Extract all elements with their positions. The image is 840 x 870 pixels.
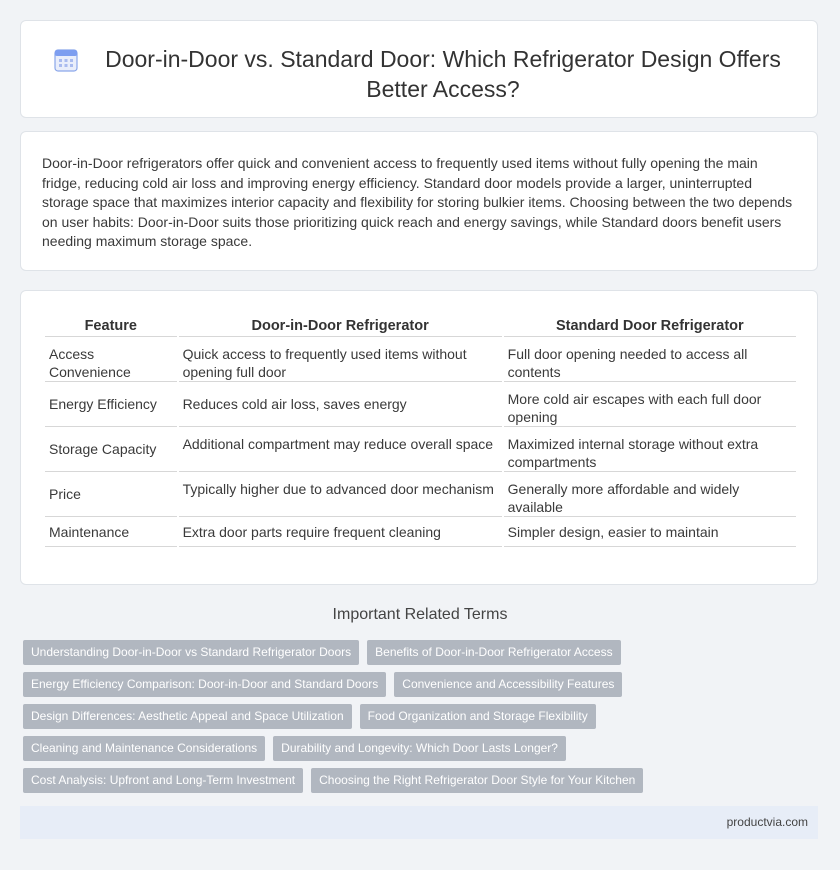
- tag-row: [23, 736, 823, 761]
- feature-cell: Maintenance: [45, 517, 177, 547]
- title-card: [20, 20, 818, 118]
- header-feature: Feature: [45, 315, 177, 337]
- related-term-tag[interactable]: Cleaning and Maintenance Considerations: [23, 736, 265, 761]
- summary-text: Door-in-Door refrigerators offer quick and convenient access to frequently used items without fully opening the main fridge, reducing cold air loss and improving energy efficiency. Standard door models provide a larger, uninterrupted storage space that maximizes interior capacity and flexibility for storing bulkier items. Choosing between the two depends on user habits: Door-in-Door suits those prioritizing quick reach and energy savings, while Standard doors benefit users needing maximum storage space.: [42, 155, 793, 249]
- tag-row: [23, 640, 823, 665]
- related-term-tag[interactable]: Durability and Longevity: Which Door Lasts Longer?: [273, 736, 566, 761]
- comparison-table: [43, 315, 798, 547]
- related-term-tag[interactable]: Energy Efficiency Comparison: Door-in-Door and Standard Doors: [23, 672, 386, 697]
- standard-door-cell: Maximized internal storage without extra compartments: [504, 427, 796, 472]
- header-standard-door: Standard Door Refrigerator: [504, 315, 796, 337]
- door-in-door-cell: Quick access to frequently used items without opening full door: [179, 337, 502, 382]
- door-in-door-cell: Extra door parts require frequent cleaning: [179, 517, 502, 547]
- tag-row: [23, 672, 823, 697]
- standard-door-cell: More cold air escapes with each full door opening: [504, 382, 796, 427]
- header-door-in-door: Door-in-Door Refrigerator: [179, 315, 502, 337]
- related-term-tag[interactable]: Food Organization and Storage Flexibility: [360, 704, 596, 729]
- tag-row: [23, 768, 823, 793]
- related-term-tag[interactable]: Understanding Door-in-Door vs Standard Refrigerator Doors: [23, 640, 359, 665]
- related-terms-tags: [23, 640, 823, 800]
- table-row: [45, 472, 796, 517]
- footer: [20, 806, 818, 839]
- table-row: [45, 382, 796, 427]
- page-title: Door-in-Door vs. Standard Door: Which Refrigerator Design Offers Better Access?: [105, 46, 781, 102]
- table-row: [45, 337, 796, 382]
- door-in-door-cell: Reduces cold air loss, saves energy: [179, 382, 502, 427]
- feature-cell: Energy Efficiency: [45, 382, 177, 427]
- related-term-tag[interactable]: Design Differences: Aesthetic Appeal and Space Utilization: [23, 704, 352, 729]
- related-term-tag[interactable]: Benefits of Door-in-Door Refrigerator Access: [367, 640, 620, 665]
- table-row: [45, 427, 796, 472]
- door-in-door-cell: Additional compartment may reduce overall space: [179, 427, 502, 472]
- summary-card: [20, 131, 818, 271]
- footer-site-link[interactable]: productvia.com: [726, 815, 808, 829]
- standard-door-cell: Simpler design, easier to maintain: [504, 517, 796, 547]
- door-in-door-cell: Typically higher due to advanced door mechanism: [179, 472, 502, 517]
- related-terms-title: Important Related Terms: [332, 606, 508, 623]
- table-header-row: [45, 315, 796, 337]
- related-term-tag[interactable]: Cost Analysis: Upfront and Long-Term Investment: [23, 768, 303, 793]
- standard-door-cell: Full door opening needed to access all contents: [504, 337, 796, 382]
- related-term-tag[interactable]: Convenience and Accessibility Features: [394, 672, 622, 697]
- table-row: [45, 517, 796, 547]
- feature-cell: Price: [45, 472, 177, 517]
- comparison-table-card: [20, 290, 818, 585]
- feature-cell: Storage Capacity: [45, 427, 177, 472]
- related-term-tag[interactable]: Choosing the Right Refrigerator Door Style for Your Kitchen: [311, 768, 643, 793]
- calendar-icon: [53, 47, 79, 73]
- feature-cell: Access Convenience: [45, 337, 177, 382]
- tag-row: [23, 704, 823, 729]
- standard-door-cell: Generally more affordable and widely available: [504, 472, 796, 517]
